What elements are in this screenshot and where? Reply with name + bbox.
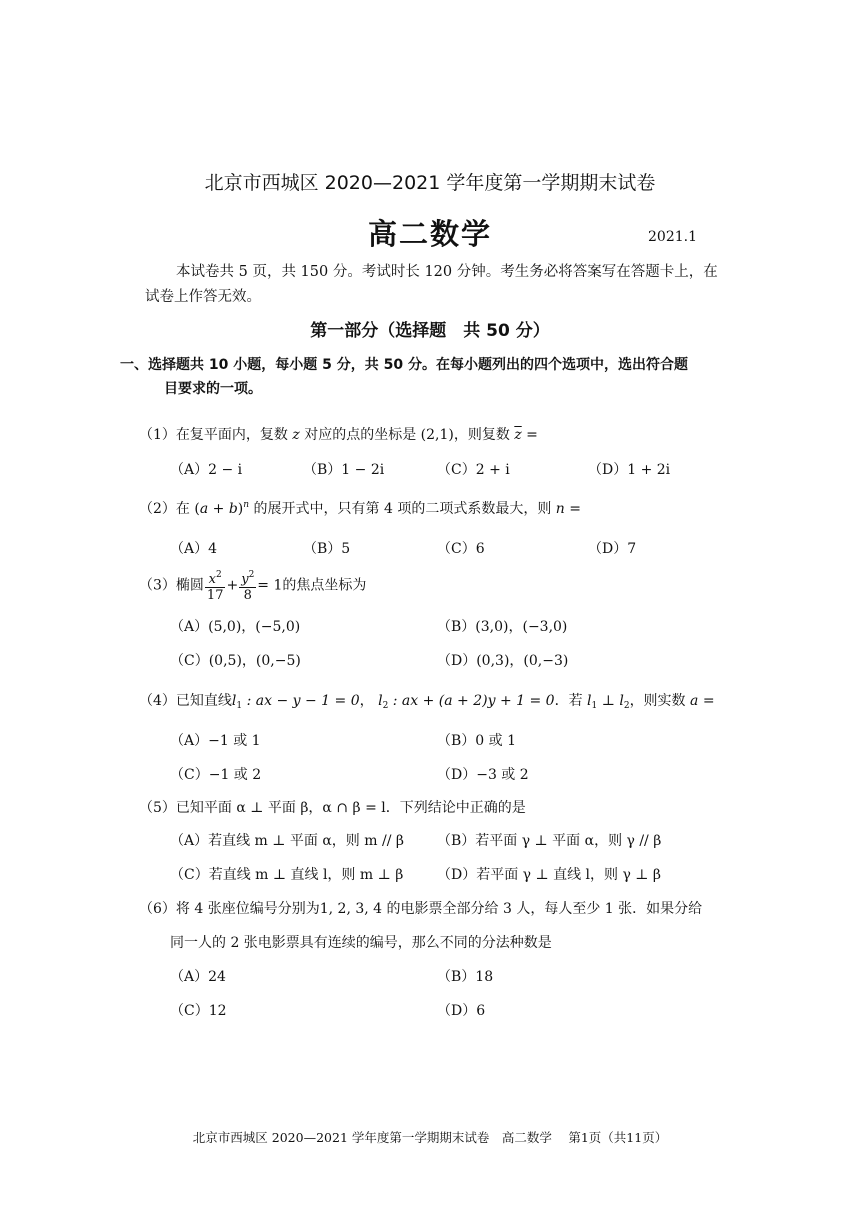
question-number: （5）: [139, 800, 176, 816]
section-instructions-1: 一、选择题共 10 小题，每小题 5 分，共 50 分。在每小题列出的四个选项中，选出符合题: [120, 357, 688, 373]
option-d: （D）6: [437, 1003, 486, 1019]
fraction-y2-8: $\frac{y^2}{8}$: [241, 570, 255, 603]
option-c: （C）2 + i: [437, 462, 510, 478]
option-d: （D）7: [588, 541, 637, 557]
option-b: （B）若平面 γ ⊥ 平面 α，则 γ // β: [437, 833, 662, 849]
question-number: （4）: [139, 693, 176, 709]
question-2: （2）在 $(a + b)^n$ 的展开式中，只有第 4 项的二项式系数最大，则 n =: [139, 500, 581, 517]
question-number: （6）: [139, 901, 176, 917]
option-c: （C）6: [437, 541, 485, 557]
conjugate-z: $\overline{z}$: [514, 427, 522, 443]
option-b: （B）(3,0)，(−3,0): [437, 619, 568, 635]
intro-line-2: 试卷上作答无效。: [145, 289, 261, 305]
subject-title: 高二数学: [367, 217, 492, 251]
question-5: （5）已知平面 α ⊥ 平面 β，α ∩ β = l．下列结论中正确的是: [139, 800, 526, 816]
option-a: （A）(5,0)，(−5,0): [170, 619, 301, 635]
option-d: （D）(0,3)，(0,−3): [437, 653, 569, 669]
section-instructions-2: 目要求的一项。: [164, 381, 262, 397]
option-a: （A）若直线 m ⊥ 平面 α，则 m // β: [170, 833, 404, 849]
option-a: （A）24: [170, 969, 226, 985]
question-number: （2）: [139, 501, 176, 517]
option-d: （D）1 + 2i: [588, 462, 671, 478]
option-b: （B）1 − 2i: [303, 462, 385, 478]
question-6: （6）将 4 张座位编号分别为1, 2, 3, 4 的电影票全部分给 3 人，每人至少 1 张．如果分给: [139, 901, 703, 917]
option-c: （C）若直线 m ⊥ 直线 l，则 m ⊥ β: [170, 867, 404, 883]
option-b: （B）18: [437, 969, 494, 985]
option-d: （D）若平面 γ ⊥ 直线 l，则 γ ⊥ β: [437, 867, 662, 883]
exam-title: 北京市西城区 2020—2021 学年度第一学期期末试卷: [204, 172, 656, 194]
exam-date: 2021.1: [648, 229, 697, 245]
option-c: （C）−1 或 2: [170, 767, 262, 783]
option-c: （C）12: [170, 1003, 227, 1019]
question-number: （1）: [139, 427, 176, 443]
option-b: （B）5: [303, 541, 351, 557]
question-3: （3）椭圆 $\frac{x^2}{17}$ + $\frac{y^2}{8}$ = 1的焦点坐标为: [139, 570, 367, 603]
question-6-line-2: 同一人的 2 张电影票具有连续的编号，那么不同的分法种数是: [170, 935, 552, 951]
option-a: （A）2 − i: [170, 462, 243, 478]
option-a: （A）−1 或 1: [170, 733, 261, 749]
option-a: （A）4: [170, 541, 218, 557]
option-c: （C）(0,5)，(0,−5): [170, 653, 301, 669]
option-b: （B）0 或 1: [437, 733, 517, 749]
option-d: （D）−3 或 2: [437, 767, 529, 783]
fraction-x2-17: $\frac{x^2}{17}$: [206, 570, 224, 603]
page-footer: 北京市西城区 2020—2021 学年度第一学期期末试卷 高二数学 第1页（共11页）: [192, 1130, 668, 1145]
question-4: （4）已知直线$l_1$ : ax − y − 1 = 0， $l_2$ : ax + (a + 2)y + 1 = 0．若 $l_1$ ⊥ $l_2$，则实数 a =: [139, 693, 715, 711]
question-1: （1）在复平面内，复数 z 对应的点的坐标是 (2,1)，则复数 $\overline{z}$ =: [139, 427, 538, 443]
part-title: 第一部分（选择题 共 50 分）: [310, 321, 550, 341]
question-number: （3）: [139, 577, 176, 594]
intro-line-1: 本试卷共 5 页，共 150 分。考试时长 120 分钟。考生务必将答案写在答题卡上，在: [176, 264, 718, 280]
